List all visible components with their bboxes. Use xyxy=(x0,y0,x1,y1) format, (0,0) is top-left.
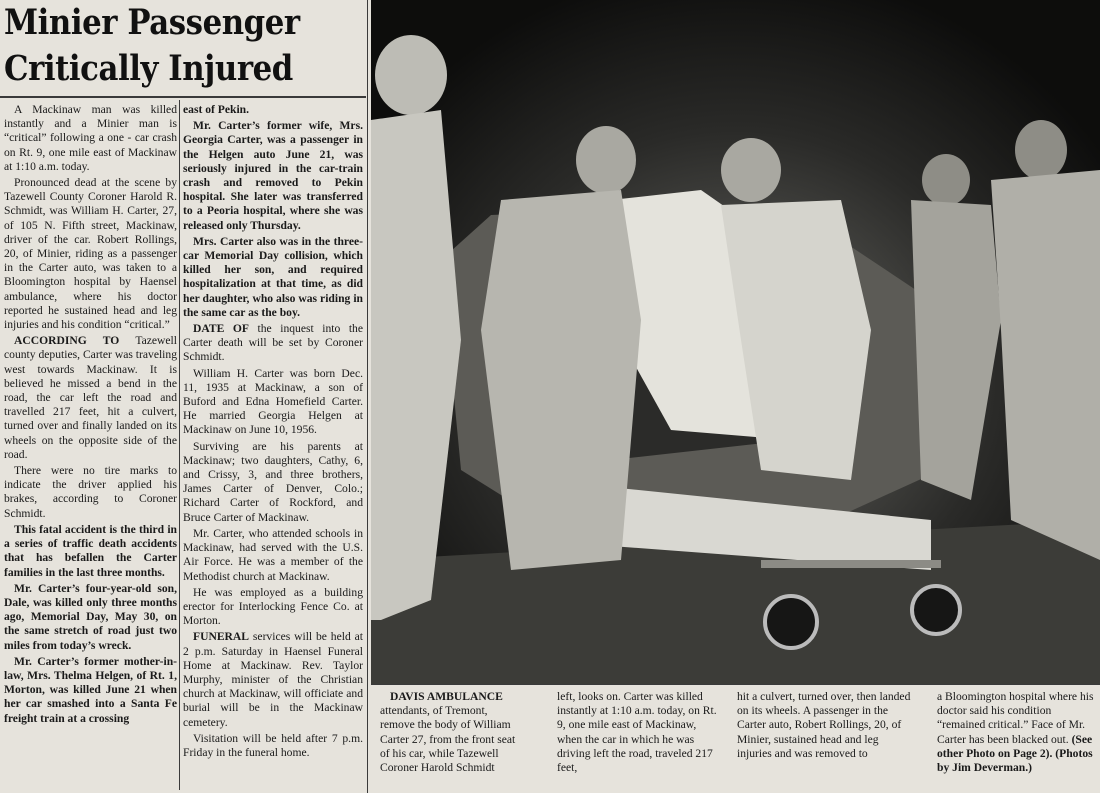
accident-photo xyxy=(371,0,1100,684)
paragraph-body: Tazewell county deputies, Carter was traveling west towards Mackinaw. It is believed he missed a bend in the road, the car left the road and travelled 217 feet, hit a culvert, turned over and finally landed on its wheels on the opposite side of the road. xyxy=(4,334,177,461)
paragraph: Surviving are his parents at Mackinaw; two daughters, Cathy, 6, and Crissy, 3, and three brothers, James Carter of Denver, Colo.; Richard Carter of Rockford, and Bruce Carter of Mackinaw. xyxy=(183,439,363,524)
paragraph: Pronounced dead at the scene by Tazewell County Coroner Harold R. Schmidt, was William H. Carter, 27, of 105 N. Fifth street, Mackinaw, driver of the car. Robert Rollings, 20, of Minier, riding as a passenger in the Carter auto, was taken to a Bloomington hospital by Haensel ambulance, where his doctor reported he sustained head and leg injuries and his condition “critical.” xyxy=(4,176,177,332)
caption-text: a Bloomington hospital where his doctor said his condition “remained critical.” Face of Mr. Carter has been blacked out. xyxy=(937,690,1094,746)
caption-text: attendants, of Tremont, remove the body of William Carter 27, from the front seat of his car, while Tazewell Coroner Harold Schmidt xyxy=(380,704,516,775)
person-head xyxy=(922,154,970,206)
paragraph: Visitation will be held after 7 p.m. Friday in the funeral home. xyxy=(183,731,363,759)
caption-rule xyxy=(371,684,1100,685)
photo-credit: (See other Photo on Page 2). (Photos by Jim Deverman.) xyxy=(937,732,1093,775)
headline-line-1: Minier Passenger xyxy=(4,2,300,43)
photo-divider xyxy=(367,0,368,793)
paragraph-body: the inquest into the Carter death will be set by Coroner Schmidt. xyxy=(183,322,363,364)
paragraph: William H. Carter was born Dec. 11, 1935 at Mackinaw, a son of Buford and Edna Homefield Carter. He married Georgia Helgen at Mackinaw on June 10, 1956. xyxy=(183,366,363,437)
paragraph: This fatal accident is the third in a series of traffic death accidents that has befallen the Carter families in the last three months. xyxy=(4,522,177,579)
paragraph: east of Pekin. xyxy=(183,103,250,116)
photo-caption-col-4 xyxy=(937,690,1098,775)
person-head xyxy=(721,138,781,202)
stretcher-wheel xyxy=(765,596,817,648)
article-column-2 xyxy=(183,103,363,762)
paragraph: There were no tire marks to indicate the driver applied his brakes, according to Coroner Schmidt. xyxy=(4,464,177,520)
column-divider xyxy=(179,100,180,790)
paragraph: Mr. Carter’s four-year-old son, Dale, was killed only three months ago, Memorial Day, May 30, on the same stretch of road just two miles from today’s wreck. xyxy=(4,581,177,652)
caption-lead: DAVIS AMBULANCE xyxy=(390,690,503,703)
paragraph-lead: DATE OF xyxy=(193,322,249,336)
photo-caption-col-1 xyxy=(380,690,517,775)
stretcher-frame xyxy=(761,560,941,568)
photo-caption-col-2: left, looks on. Carter was killed instantly at 1:10 a.m. today, on Rt. 9, one mile east of Mackinaw, when the car in which he was driving left the road, traveled 217 feet, xyxy=(557,690,717,775)
headline-rule xyxy=(0,96,366,98)
paragraph-body: services will be held at 2 p.m. Saturday in Haensel Funeral Home at Mackinaw. Rev. Taylor Murphy, minister of the Christian church at Mackinaw, will officiate and burial will be in the Mackinaw cemetery. xyxy=(183,630,363,729)
person-head xyxy=(576,126,636,194)
paragraph: He was employed as a building erector for Interlocking Fence Co. at Morton. xyxy=(183,585,363,628)
photo-caption-col-3: hit a culvert, turned over, then landed on its wheels. A passenger in the Carter auto, Robert Rollings, 20, of Minier, sustained head and leg injuries and was removed to xyxy=(737,690,911,760)
paragraph: Mr. Carter’s former wife, Mrs. Georgia Carter, was a passenger in the Helgen auto June 21, was seriously injured in the car-train crash and removed to Pekin hospital. She later was transferred to a Peoria hospital, where she was released only Thursday. xyxy=(183,119,363,232)
stretcher-wheel xyxy=(912,586,960,634)
paragraph: Mrs. Carter also was in the three-car Memorial Day collision, which killed her son, and required hospitalization at that time, as did her daughter, who also was riding in the same car as the boy. xyxy=(183,234,363,319)
person-attendant xyxy=(481,190,641,570)
paragraph: Mr. Carter, who attended schools in Mackinaw, had served with the U.S. Air Force. He was a member of the Methodist church at Mackinaw. xyxy=(183,526,363,583)
person-head xyxy=(1015,120,1067,180)
paragraph: Mr. Carter’s former mother-in-law, Mrs. Thelma Helgen, of Rt. 1, Morton, was killed June 21 when her car smashed into a Santa Fe freight train at a crossing xyxy=(4,654,177,725)
paragraph xyxy=(183,630,363,729)
article-column-1 xyxy=(4,103,177,728)
photo-scene xyxy=(371,0,1100,684)
headline-line-2: Critically Injured xyxy=(4,48,293,89)
person-head xyxy=(375,35,447,115)
paragraph-lead: ACCORDING TO xyxy=(14,334,120,348)
paragraph-lead: FUNERAL xyxy=(193,630,250,644)
paragraph xyxy=(4,334,177,462)
headline xyxy=(4,0,323,92)
paragraph: A Mackinaw man was killed instantly and a Minier man is “critical” following a one - car crash on Rt. 9, one mile east of Mackinaw at 1:10 a.m. today. xyxy=(4,103,177,173)
paragraph xyxy=(183,322,363,365)
